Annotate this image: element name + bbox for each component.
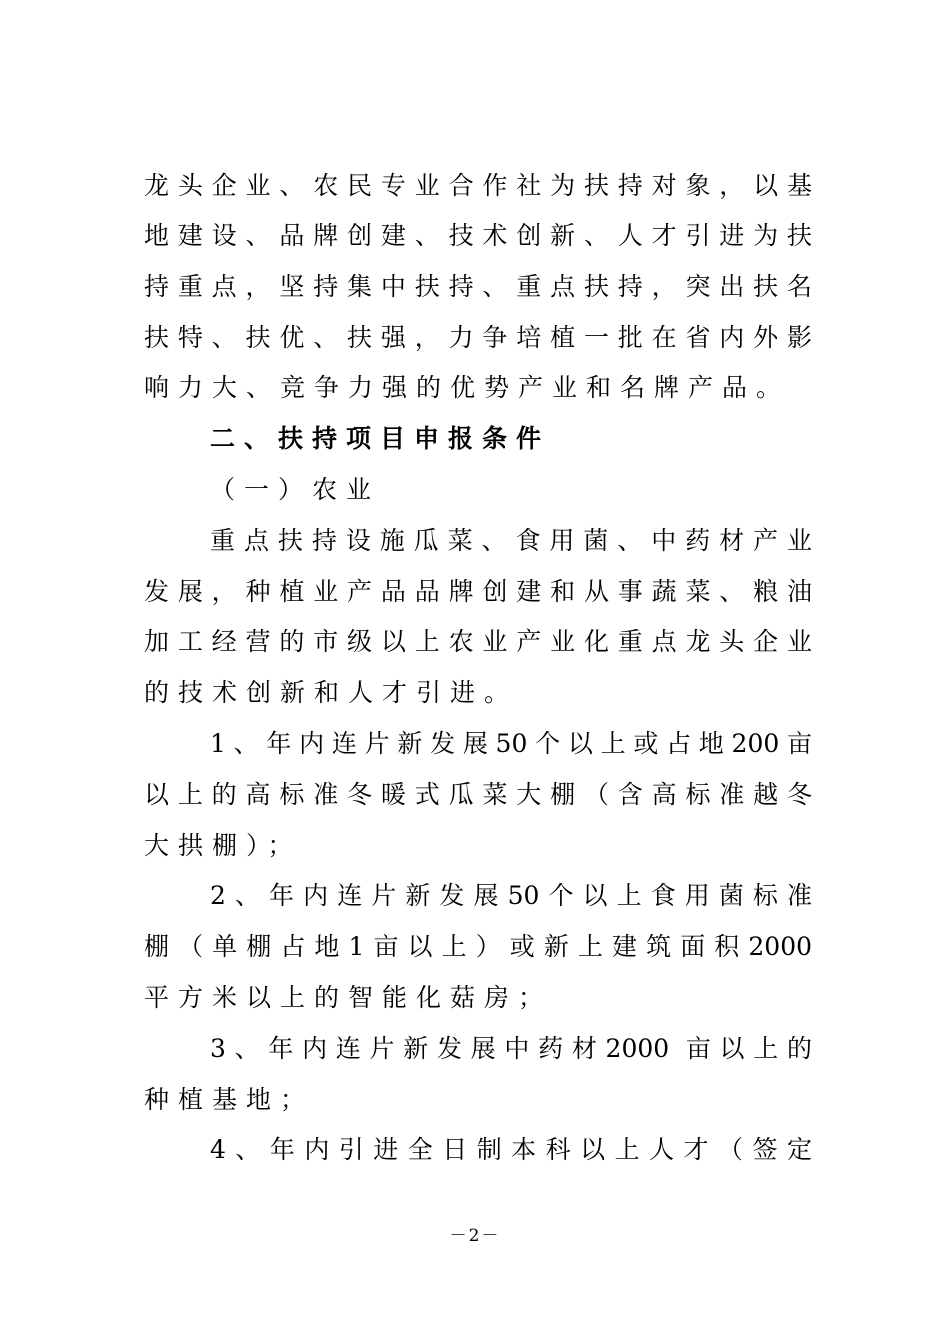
body-text-line: 扶特、扶优、扶强，力争培植一批在省内外影 bbox=[144, 323, 812, 352]
list-item-line: 3、年内连片新发展中药材2000 亩以上的 bbox=[210, 1034, 812, 1063]
body-text-line: 龙头企业、农民专业合作社为扶持对象，以基 bbox=[144, 171, 812, 200]
list-item-line: 大拱棚）； bbox=[144, 831, 302, 860]
body-text-line: 加工经营的市级以上农业产业化重点龙头企业 bbox=[144, 627, 812, 656]
body-text-line: 重点扶持设施瓜菜、食用菌、中药材产业 bbox=[210, 526, 812, 555]
body-text-line: 持重点，坚持集中扶持、重点扶持，突出扶名 bbox=[144, 272, 812, 301]
list-item-line: 棚（单棚占地1亩以上）或新上建筑面积2000 bbox=[144, 932, 812, 961]
page-number: －2－ bbox=[449, 1226, 501, 1246]
list-item-line: 1、年内连片新发展50个以上或占地200亩 bbox=[210, 729, 812, 758]
body-text-line: 地建设、品牌创建、技术创新、人才引进为扶 bbox=[144, 221, 812, 250]
body-text-line: 发展，种植业产品品牌创建和从事蔬菜、粮油 bbox=[144, 577, 812, 606]
body-text-line: 响力大、竞争力强的优势产业和名牌产品。 bbox=[144, 373, 791, 402]
subsection-heading: （一）农业 bbox=[210, 475, 381, 504]
list-item-line: 2、年内连片新发展50个以上食用菌标准 bbox=[210, 881, 812, 910]
body-text-line: 的技术创新和人才引进。 bbox=[144, 678, 519, 707]
list-item-line: 以上的高标准冬暖式瓜菜大棚（含高标准越冬 bbox=[144, 780, 812, 809]
section-heading: 二、扶持项目申报条件 bbox=[210, 424, 551, 453]
list-item-line: 种植基地； bbox=[144, 1085, 315, 1114]
list-item-line: 平方米以上的智能化菇房； bbox=[144, 983, 553, 1012]
list-item-line: 4、年内引进全日制本科以上人才（签定 bbox=[210, 1135, 812, 1164]
